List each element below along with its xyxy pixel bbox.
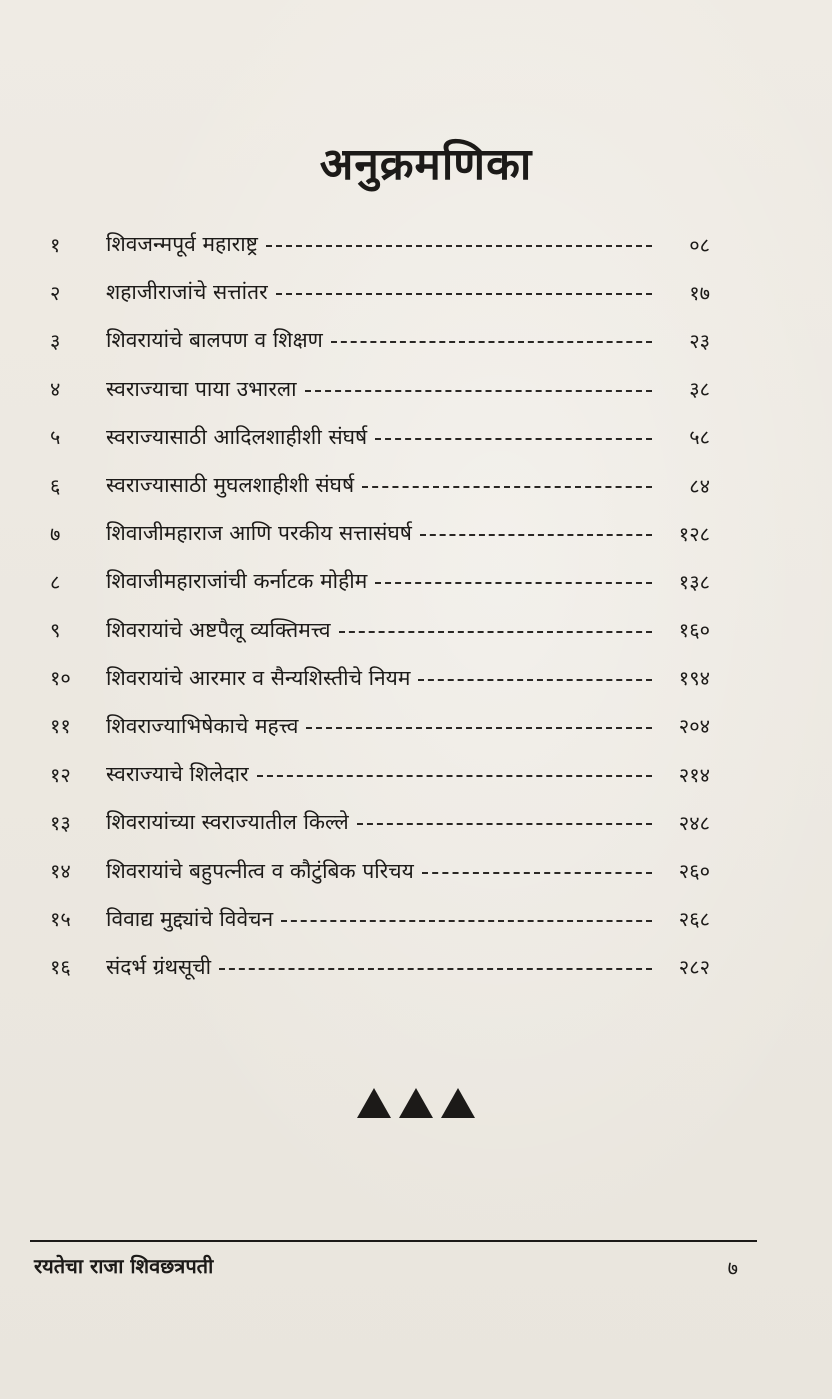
toc-entry (50, 268, 710, 316)
toc-entry (50, 798, 710, 846)
toc-entry-title: शिवरायांचे बहुपत्नीत्व व कौटुंबिक परिचय (106, 858, 414, 883)
toc-entry-number: १२ (50, 762, 71, 787)
toc-entry-title: शिवरायांचे बालपण व शिक्षण (106, 328, 323, 353)
toc-entry (50, 846, 710, 894)
toc-entry-number: २ (50, 280, 61, 305)
toc-entry (50, 413, 710, 461)
toc-entry-number: ७ (50, 521, 61, 546)
toc-entry-number: १४ (50, 859, 71, 884)
toc-entry-number: १६ (50, 955, 71, 980)
toc-entry-number: ३ (50, 328, 61, 353)
toc-dash-leader (306, 727, 652, 729)
toc-entry-title: विवाद्य मुद्द्यांचे विवेचन (106, 906, 274, 931)
toc-dash-leader (331, 341, 652, 343)
toc-entry-number: १३ (50, 810, 71, 835)
toc-entry (50, 895, 710, 943)
toc-entry-title: शिवरायांचे अष्टपैलू व्यक्तिमत्त्व (106, 617, 331, 642)
toc-dash-leader (357, 823, 652, 825)
page-title: अनुक्रमणिका (319, 139, 533, 190)
toc-entry-title: स्वराज्याचा पाया उभारला (106, 376, 297, 401)
toc-entry-number: १ (50, 232, 61, 257)
toc-entry-number: १० (50, 666, 71, 691)
page-number: ७ (727, 1256, 738, 1280)
toc-dash-leader (375, 582, 652, 584)
toc-dash-leader (362, 486, 652, 488)
toc-dash-leader (422, 872, 652, 874)
toc-entry-page: २३ (689, 328, 710, 353)
toc-entry-page: १६० (678, 618, 710, 643)
toc-entry (50, 702, 710, 750)
running-footer-title: रयतेचा राजा शिवछत्रपती (34, 1254, 214, 1278)
toc-entry-title: शिवजन्मपूर्व महाराष्ट्र (106, 232, 258, 257)
toc-entry-page: २०४ (678, 714, 710, 739)
toc-entry-page: २८२ (678, 955, 710, 980)
toc-dash-leader (276, 293, 652, 295)
toc-entry-page: २४८ (678, 810, 710, 835)
toc-entry (50, 943, 710, 991)
toc-entry (50, 509, 710, 557)
toc-entry-page: ५८ (689, 425, 710, 450)
toc-entry-page: १२८ (678, 521, 710, 546)
toc-dash-leader (305, 390, 652, 392)
toc-entry (50, 606, 710, 654)
toc-entry-page: ०८ (689, 232, 710, 257)
toc-dash-leader (281, 920, 652, 922)
toc-entry (50, 557, 710, 605)
toc-dash-leader (219, 968, 652, 970)
toc-dash-leader (266, 245, 652, 247)
toc-entry-page: ३८ (689, 377, 710, 402)
toc-entry-page: ८४ (689, 473, 710, 498)
toc-dash-leader (420, 534, 652, 536)
toc-entry (50, 316, 710, 364)
toc-entry-title: शहाजीराजांचे सत्तांतर (106, 280, 268, 305)
toc-dash-leader (375, 438, 652, 440)
toc-dash-leader (418, 679, 652, 681)
toc-entry-number: ११ (50, 714, 71, 739)
toc-entry-title: संदर्भ ग्रंथसूची (106, 954, 212, 979)
toc-entry-number: ९ (50, 618, 61, 643)
triangle-ornament-icon (399, 1088, 433, 1118)
toc-dash-leader (257, 775, 652, 777)
toc-entry-number: ५ (50, 425, 61, 450)
toc-entry-page: २१४ (678, 762, 710, 787)
toc-entry-number: ४ (50, 377, 61, 402)
table-of-contents (50, 220, 710, 991)
toc-entry (50, 365, 710, 413)
toc-entry-number: १५ (50, 907, 71, 932)
toc-entry-title: शिवरायांच्या स्वराज्यातील किल्ले (106, 810, 349, 835)
toc-entry (50, 461, 710, 509)
toc-entry-title: स्वराज्यासाठी मुघलशाहीशी संघर्ष (106, 473, 355, 498)
toc-entry-page: १७ (689, 280, 710, 305)
triangle-ornament-icon (357, 1088, 391, 1118)
toc-entry-title: शिवाजीमहाराजांची कर्नाटक मोहीम (106, 569, 368, 594)
toc-entry-title: शिवाजीमहाराज आणि परकीय सत्तासंघर्ष (106, 521, 412, 546)
toc-entry-title: शिवरायांचे आरमार व सैन्यशिस्तीचे नियम (106, 665, 411, 690)
toc-entry-page: २६० (678, 859, 710, 884)
toc-entry-title: शिवराज्याभिषेकाचे महत्त्व (106, 713, 299, 738)
toc-entry-number: ८ (50, 569, 61, 594)
toc-entry-page: १३८ (678, 569, 710, 594)
toc-entry-page: २६८ (678, 907, 710, 932)
toc-entry-number: ६ (50, 473, 61, 498)
toc-entry-title: स्वराज्याचे शिलेदार (106, 762, 249, 787)
toc-entry (50, 750, 710, 798)
toc-entry (50, 220, 710, 268)
ornament (0, 1088, 832, 1118)
footer-rule (30, 1240, 757, 1242)
toc-entry (50, 654, 710, 702)
toc-dash-leader (339, 631, 652, 633)
toc-entry-page: १९४ (678, 666, 710, 691)
triangle-ornament-icon (441, 1088, 475, 1118)
toc-entry-title: स्वराज्यासाठी आदिलशाहीशी संघर्ष (106, 424, 368, 449)
